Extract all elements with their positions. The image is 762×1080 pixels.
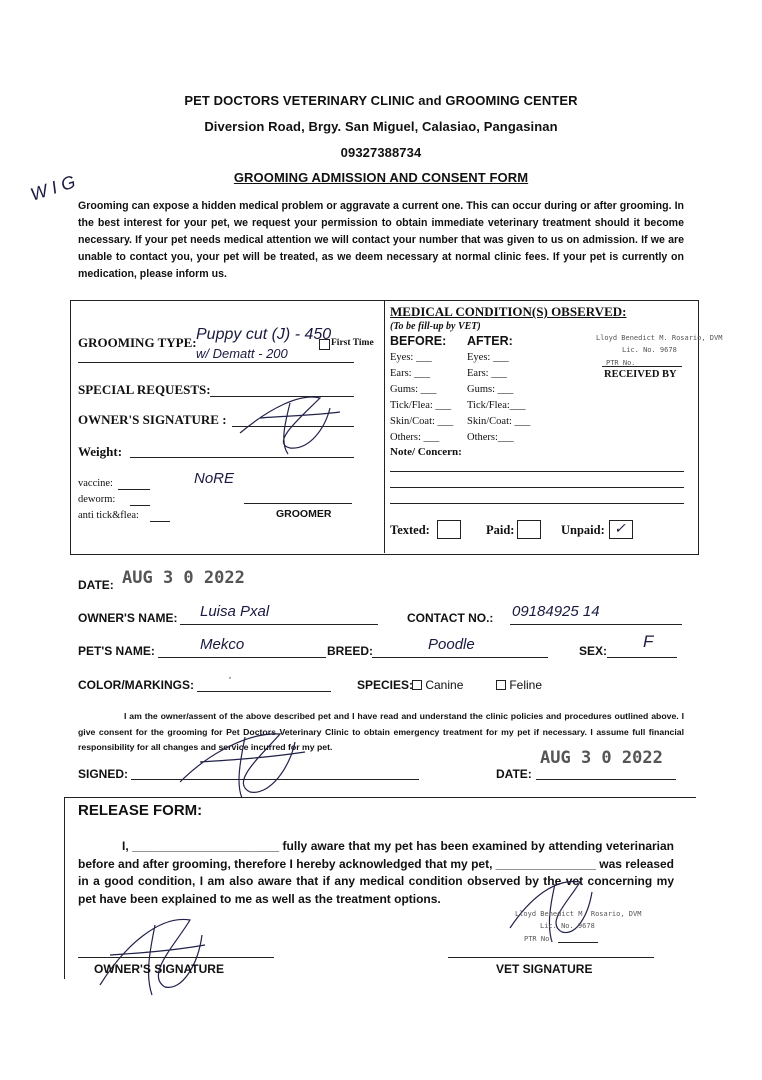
release-ptr-line	[558, 942, 598, 943]
vet-stamp-lic: Lic. No. 9678	[622, 346, 677, 354]
release-owner-signature-scribble	[90, 905, 210, 1000]
before-tickflea: Tick/Flea: ___	[390, 400, 452, 411]
before-label: BEFORE:	[390, 334, 447, 348]
pet-name-value[interactable]: Mekco	[200, 636, 245, 653]
after-others: Others:___	[467, 432, 514, 443]
special-requests-label: SPECIAL REQUESTS:	[78, 382, 211, 397]
vet-stamp-ptr: PTR No.	[606, 359, 636, 367]
sex-line	[607, 657, 677, 658]
anti-tick-label: anti tick&flea:	[78, 510, 139, 521]
release-left-border	[64, 797, 65, 979]
after-skincoat: Skin/Coat: ___	[467, 416, 531, 427]
after-eyes: Eyes: ___	[467, 352, 509, 363]
texted-checkbox[interactable]	[437, 520, 461, 539]
canine-checkbox[interactable]	[412, 680, 422, 690]
paid-checkbox[interactable]	[517, 520, 541, 539]
intro-paragraph: Grooming can expose a hidden medical problem or aggravate a current one. This can occur during or after grooming. In the best interest for your pet, we request your permission to obtain immediate veterinary treatment should it become necessary. If your pet needs medical attention we will contact your number that was given to us on admission. If we are unable to contact you, your pet will be treated, as we deem necessary at normal clinic fees. If your pet is currently on medication, please inform us.	[78, 200, 684, 280]
pet-name-line	[158, 657, 326, 658]
owner-signature-label: OWNER'S SIGNATURE :	[78, 412, 227, 427]
color-label: COLOR/MARKINGS:	[78, 678, 194, 692]
contact-line	[510, 624, 682, 625]
consent-date-label: DATE:	[496, 767, 532, 781]
deworm-line	[130, 505, 150, 506]
release-stamp-name: Lloyd Benedict M. Rosario, DVM	[515, 910, 642, 918]
before-ears: Ears: ___	[390, 368, 430, 379]
unpaid-checkbox[interactable]	[609, 520, 633, 539]
release-stamp-ptr: PTR No.	[524, 935, 554, 943]
breed-value[interactable]: Poodle	[428, 636, 475, 653]
vet-signature-line	[448, 957, 654, 958]
color-value[interactable]: ·	[228, 670, 232, 684]
medical-subtitle: (To be fill-up by VET)	[390, 321, 481, 332]
weight-label: Weight:	[78, 444, 123, 459]
vaccine-label: vaccine:	[78, 478, 113, 489]
grooming-addon-value[interactable]: w/ Dematt - 200	[196, 346, 288, 361]
received-by-label: RECEIVED BY	[604, 369, 677, 380]
weight-line	[130, 457, 354, 458]
canine-label: Canine	[425, 678, 464, 692]
groomer-label: GROOMER	[276, 508, 332, 520]
before-skincoat: Skin/Coat: ___	[390, 416, 454, 427]
unpaid-label: Unpaid:	[561, 523, 605, 537]
vaccine-line	[118, 489, 150, 490]
note-line-2	[390, 487, 684, 488]
clinic-address: Diversion Road, Brgy. San Miguel, Calasiao, Pangasinan	[204, 119, 558, 134]
before-others: Others: ___	[390, 432, 440, 443]
after-ears: Ears: ___	[467, 368, 507, 379]
owner-name-line	[180, 624, 378, 625]
first-time-label: First Time	[331, 338, 374, 348]
grooming-type-value[interactable]: Puppy cut (J) - 450	[196, 326, 332, 343]
breed-label: BREED:	[327, 644, 374, 658]
vaccine-value[interactable]: NoRE	[194, 470, 235, 487]
feline-label: Feline	[509, 678, 543, 692]
release-vet-signature-label: VET SIGNATURE	[496, 962, 593, 976]
note-label: Note/ Concern:	[390, 446, 462, 458]
color-line	[197, 691, 331, 692]
breed-line	[372, 657, 548, 658]
after-label: AFTER:	[467, 334, 513, 348]
note-line-1	[390, 471, 684, 472]
before-gums: Gums: ___	[390, 384, 437, 395]
texted-label: Texted:	[390, 523, 430, 537]
pet-name-label: PET'S NAME:	[78, 644, 155, 658]
after-tickflea: Tick/Flea:___	[467, 400, 526, 411]
groomer-line	[244, 503, 352, 504]
grooming-type-line	[78, 362, 354, 363]
release-paragraph: I, ______________________ fully aware that my pet has been examined by attending veterinarian before and after grooming, therefore I hereby acknowledged that my pet, _______________ was released in a good condition, I am also aware that if any medical condition observed by the vet concerning my pet have been explained to me as well as the treatment options.	[78, 839, 674, 906]
release-top-border	[64, 797, 696, 799]
sex-value[interactable]: F	[643, 632, 654, 651]
form-title: GROOMING ADMISSION AND CONSENT FORM	[233, 170, 529, 185]
clinic-name: PET DOCTORS VETERINARY CLINIC and GROOMING CENTER	[184, 93, 578, 108]
grooming-type-label: GROOMING TYPE:	[78, 335, 197, 350]
deworm-label: deworm:	[78, 494, 116, 505]
margin-note: W I G	[27, 171, 78, 205]
sex-label: SEX:	[579, 644, 608, 658]
date-label: DATE:	[78, 578, 114, 592]
signed-label: SIGNED:	[78, 767, 129, 781]
medical-title: MEDICAL CONDITION(S) OBSERVED:	[390, 304, 627, 319]
unpaid-check-icon: ✓	[614, 520, 626, 536]
vet-stamp-name: Lloyd Benedict M. Rosario, DVM	[596, 334, 723, 342]
anti-tick-line	[150, 521, 170, 522]
box-divider	[384, 300, 385, 553]
owner-signature-scribble	[230, 388, 350, 458]
clinic-phone: 09327388734	[340, 145, 422, 160]
owner-name-label: OWNER'S NAME:	[78, 611, 178, 625]
before-eyes: Eyes: ___	[390, 352, 432, 363]
species-label: SPECIES:	[357, 678, 414, 692]
first-time-checkbox[interactable]	[319, 339, 330, 350]
after-gums: Gums: ___	[467, 384, 514, 395]
note-line-3	[390, 503, 684, 504]
feline-checkbox[interactable]	[496, 680, 506, 690]
feline-option[interactable]	[496, 678, 542, 692]
owner-name-value[interactable]: Luisa Pxal	[200, 603, 270, 620]
contact-value[interactable]: 09184925 14	[512, 603, 600, 620]
canine-option[interactable]	[412, 678, 463, 692]
consent-paragraph: I am the owner/assent of the above described pet and I have read and understand the clinic policies and procedures outlined above. I give consent for the grooming for Pet Doctors Veterinary Clinic to obtain emergency treatment for my pet if necessary. I assume full financial responsibility for all changes and service incurred for my pet.	[78, 711, 684, 752]
date-stamp: AUG 3 0 2022	[122, 568, 245, 588]
owner-signature-release-line	[78, 957, 274, 958]
paid-label: Paid:	[486, 523, 515, 537]
consent-signature-scribble	[170, 722, 310, 802]
release-stamp-lic: Lic. No. 9678	[540, 922, 595, 930]
release-owner-signature-label: OWNER'S SIGNATURE	[94, 962, 224, 976]
release-title: RELEASE FORM:	[78, 802, 203, 819]
consent-date-stamp: AUG 3 0 2022	[540, 748, 663, 768]
consent-date-line	[536, 779, 676, 780]
received-by-line	[602, 366, 682, 367]
contact-label: CONTACT NO.:	[407, 611, 494, 625]
